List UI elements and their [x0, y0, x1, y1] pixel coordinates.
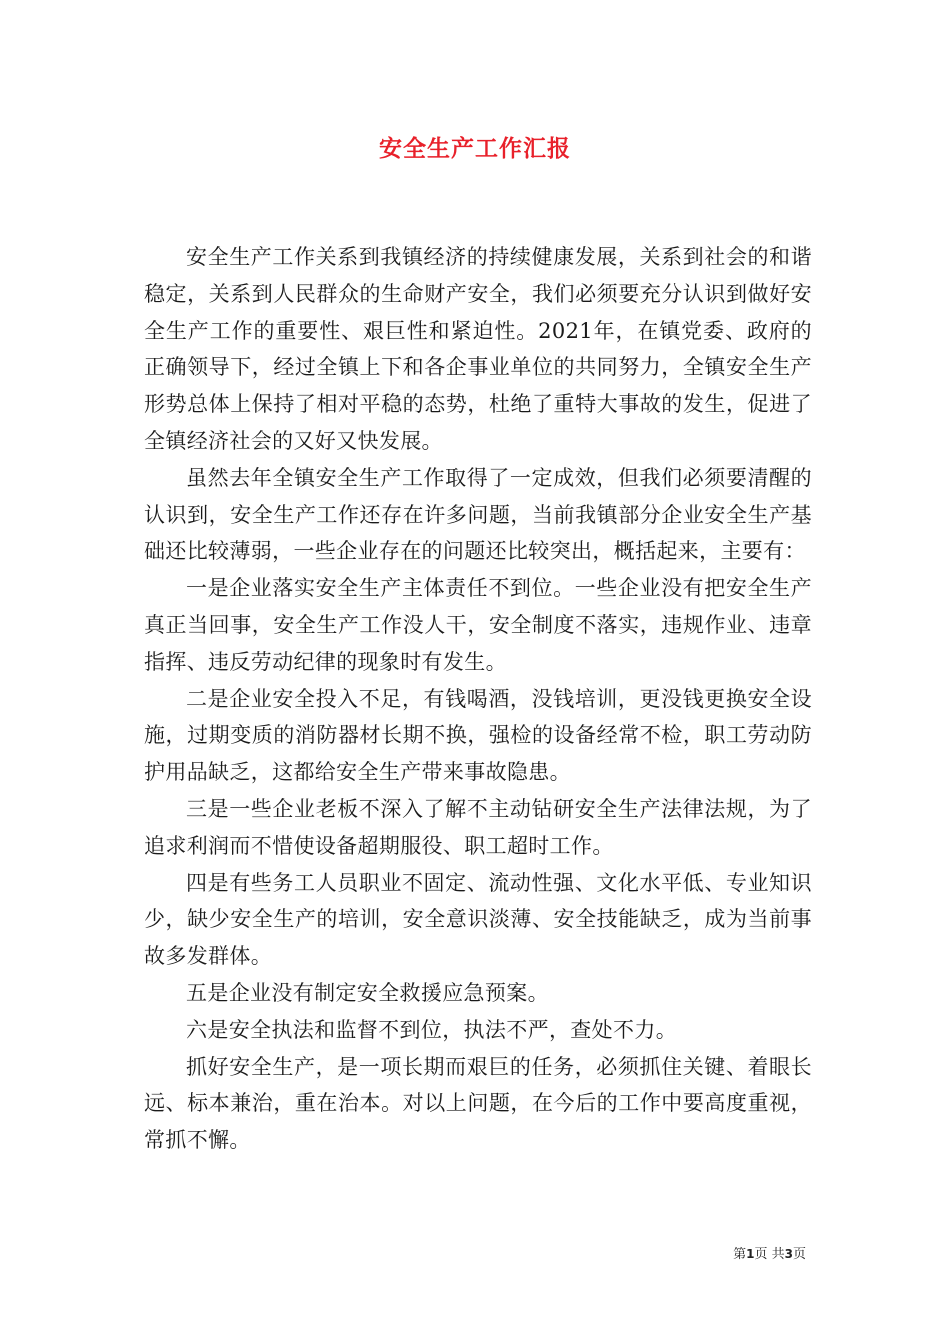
paragraph-conclusion: 抓好安全生产，是一项长期而艰巨的任务，必须抓住关键、着眼长远、标本兼治，重在治本。对以上问题，在今后的工作中要高度重视，常抓不懈。: [144, 1054, 812, 1153]
document-title: 安全生产工作汇报: [379, 135, 571, 162]
paragraph-problem-3: 三是一些企业老板不深入了解不主动钻研安全生产法律法规，为了追求利润而不惜使设备超期服役、职工超时工作。: [144, 796, 812, 858]
paragraph-problems-overview: 虽然去年全镇安全生产工作取得了一定成效，但我们必须要清醒的认识到，安全生产工作还存在许多问题，当前我镇部分企业安全生产基础还比较薄弱，一些企业存在的问题还比较突出，概括起来，主要有：: [144, 465, 812, 564]
paragraph-problem-6: 六是安全执法和监督不到位，执法不严，查处不力。: [186, 1017, 678, 1042]
footer-prefix: 第: [733, 1247, 747, 1262]
paragraph-problem-2: 二是企业安全投入不足，有钱喝酒，没钱培训，更没钱更换安全设施，过期变质的消防器材长期不换，强检的设备经常不检，职工劳动防护用品缺乏，这都给安全生产带来事故隐患。: [144, 686, 812, 785]
document-body: [144, 239, 812, 1159]
footer-suffix: 页: [792, 1247, 806, 1262]
current-page-number: 1: [746, 1247, 755, 1261]
page-number-footer: [733, 1245, 806, 1264]
paragraph-problem-1: 一是企业落实安全生产主体责任不到位。一些企业没有把安全生产真正当回事，安全生产工作没人干，安全制度不落实，违规作业、违章指挥、违反劳动纪律的现象时有发生。: [144, 576, 812, 674]
paragraph-problem-4: 四是有些务工人员职业不固定、流动性强、文化水平低、专业知识少，缺少安全生产的培训，安全意识淡薄、安全技能缺乏，成为当前事故多发群体。: [144, 870, 812, 969]
total-pages-number: 3: [784, 1247, 793, 1261]
paragraph-intro: 安全生产工作关系到我镇经济的持续健康发展，关系到社会的和谐稳定，关系到人民群众的生命财产安全，我们必须要充分认识到做好安全生产工作的重要性、艰巨性和紧迫性。2021年，在镇党委、政府的正确领导下，经过全镇上下和各企事业单位的共同努力，全镇安全生产形势总体上保持了相对平稳的态势，杜绝了重特大事故的发生，促进了全镇经济社会的又好又快发展。: [144, 245, 812, 453]
paragraph-problem-5: 五是企业没有制定安全救援应急预案。: [186, 980, 549, 1005]
footer-middle: 页 共: [754, 1247, 785, 1262]
